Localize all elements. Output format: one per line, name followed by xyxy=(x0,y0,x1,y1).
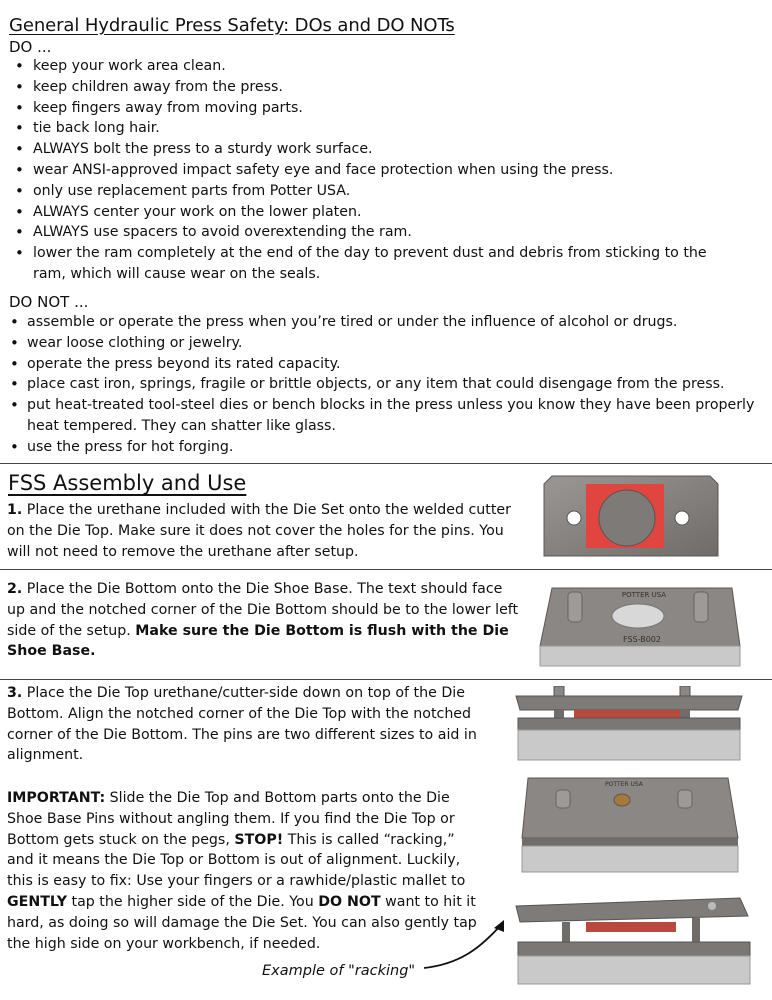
do-list xyxy=(9,56,749,285)
donot-item: • put heat-treated tool-steel dies or bench blocks in the press unless you know they have been properly heat tempered. They can shatter like glass. xyxy=(9,395,757,437)
divider xyxy=(0,463,772,464)
donot-item: • wear loose clothing or jewelry. xyxy=(9,333,769,354)
do-label: DO ... xyxy=(9,38,52,56)
step-3-body: Place the Die Top urethane/cutter-side down on top of the Die Bottom. Align the notched corner of the Die Top with the notched corner of the Die Bottom. The pins are two different sizes to aid in alignment. xyxy=(7,685,477,764)
do-item: • wear ANSI-approved impact safety eye and face protection when using the press. xyxy=(9,160,749,181)
step-3-text xyxy=(7,683,482,766)
do-item: • keep your work area clean. xyxy=(9,56,749,77)
step-1-text xyxy=(7,500,512,562)
important-text xyxy=(7,788,477,954)
donot-item: • place cast iron, springs, fragile or brittle objects, or any item that could disengage from the press. xyxy=(9,374,769,395)
safety-title: General Hydraulic Press Safety: DOs and DO NOTs xyxy=(9,15,455,36)
die-top-urethane-photo xyxy=(538,474,724,562)
stop-word: STOP! xyxy=(234,831,284,848)
important-label: IMPORTANT: xyxy=(7,790,106,806)
donot-list xyxy=(9,312,769,458)
step-2-number: 2. xyxy=(7,581,23,597)
assembled-die-side-photo xyxy=(514,686,744,766)
assembled-die-top-photo xyxy=(518,776,744,876)
divider xyxy=(0,569,772,570)
do-item: • lower the ram completely at the end of the day to prevent dust and debris from sticking to the ram, which will cause wear on the seals. xyxy=(9,243,723,285)
racking-caption: Example of "racking" xyxy=(262,963,416,979)
important-body-c: tap the higher side of the Die. You xyxy=(71,893,314,910)
important-body-a: Slide the Die Top and Bottom parts onto the Die Shoe Base Pins without angling them. If you find the Die Top or Bottom gets stuck on the pegs, xyxy=(7,790,455,848)
step-2-text xyxy=(7,579,519,662)
donot-item: • assemble or operate the press when you’re tired or under the influence of alcohol or drugs. xyxy=(9,312,769,333)
arrow-icon xyxy=(420,918,510,974)
important-body-b: This is called “racking,” and it means the Die Top or Bottom is out of alignment. Luckily, this is easy to fix: Use your fingers or a rawhide/plastic mallet to xyxy=(7,831,466,890)
die-bottom-photo xyxy=(536,578,746,672)
die-brand-text: POTTER USA xyxy=(621,591,667,599)
racking-example-photo xyxy=(512,892,752,988)
step-1-number: 1. xyxy=(7,502,23,518)
donot-item: • use the press for hot forging. xyxy=(9,437,769,458)
die-part-number: FSS-B002 xyxy=(623,635,661,644)
important-body-d: want to hit it hard, as doing so will damage the Die Set. You can also gently tap the high side on your workbench, if needed. xyxy=(7,893,477,952)
gently-word: GENTLY xyxy=(7,893,67,910)
divider xyxy=(0,679,772,680)
step-3-number: 3. xyxy=(7,685,23,701)
step-2-emphasis: Make sure the Die Bottom is flush with the Die Shoe Base. xyxy=(7,622,509,660)
do-item: • keep fingers away from moving parts. xyxy=(9,98,749,119)
assembly-title: FSS Assembly and Use xyxy=(8,471,247,495)
donot-label: DO NOT ... xyxy=(9,293,89,311)
do-item: • ALWAYS use spacers to avoid overextending the ram. xyxy=(9,222,749,243)
do-item: • ALWAYS center your work on the lower platen. xyxy=(9,202,749,223)
do-item: • only use replacement parts from Potter USA. xyxy=(9,181,749,202)
step-2-body: Place the Die Bottom onto the Die Shoe Base. The text should face up and the notched corner of the Die Bottom should be to the lower left side of the setup. xyxy=(7,581,519,639)
step-1-body: Place the urethane included with the Die Set onto the welded cutter on the Die Top. Make sure it does not cover the holes for the pins. You will not need to remove the urethane after setup. xyxy=(7,502,511,560)
die-brand-text: POTTER USA xyxy=(605,781,643,788)
do-item: • tie back long hair. xyxy=(9,118,749,139)
do-item: • keep children away from the press. xyxy=(9,77,749,98)
donot-item: • operate the press beyond its rated capacity. xyxy=(9,354,769,375)
do-item: • ALWAYS bolt the press to a sturdy work surface. xyxy=(9,139,749,160)
donot-word: DO NOT xyxy=(318,893,381,910)
